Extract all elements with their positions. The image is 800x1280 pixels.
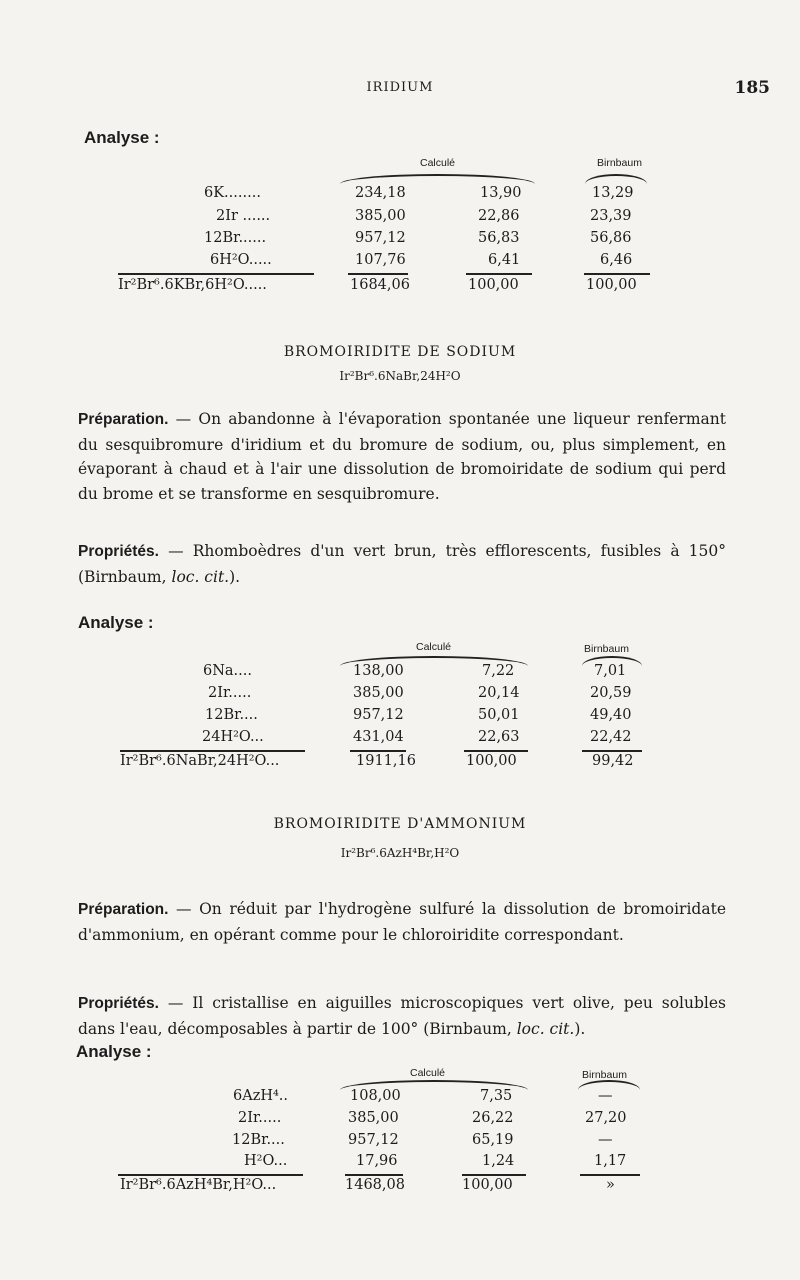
total-birnbaum: 99,42 <box>592 753 634 769</box>
calc-abs: 234,18 <box>355 185 406 201</box>
section-title-ammonium: BROMOIRIDITE D'AMMONIUM <box>273 816 527 832</box>
calc-pct: 65,19 <box>472 1132 514 1148</box>
preparation-text: — On réduit par l'hydrogène sulfuré la dissolution de bromoiridate d'ammonium, en opérant comme pour le chloroiridite correspondant. <box>78 900 726 944</box>
total-calc-abs: 1468,08 <box>345 1177 405 1193</box>
total-rule <box>118 273 314 275</box>
row-label: 12Br.... <box>232 1132 285 1148</box>
row-label: 6K........ <box>204 185 261 201</box>
calc-abs: 17,96 <box>356 1153 398 1169</box>
birnbaum-value: 49,40 <box>590 707 632 723</box>
calc-abs: 385,00 <box>353 685 404 701</box>
calc-pct: 1,24 <box>482 1153 515 1169</box>
row-label: 2Ir..... <box>238 1110 282 1126</box>
total-rule <box>350 750 406 752</box>
birnbaum-value: — <box>598 1088 613 1104</box>
analyse-label-2: Analyse : <box>78 613 154 632</box>
preparation-text: — On abandonne à l'évaporation spontanée une liqueur renfermant du sesquibromure d'iridium et du bromure de sodium, ou, plus simplement, en évaporant à chaud et à l'air une dissolution de bromoiridate de sodium qui perd du brome et se transforme en sesquibromure. <box>78 410 726 503</box>
birnbaum-value: 22,42 <box>590 729 632 745</box>
birnbaum-value: 13,29 <box>592 185 634 201</box>
total-rule <box>582 750 642 752</box>
proprietes-end: ). <box>574 1019 586 1038</box>
reference: loc. cit. <box>171 567 230 586</box>
preparation-label: Préparation. <box>78 901 169 918</box>
total-calc-abs: 1684,06 <box>350 277 410 293</box>
calc-pct: 20,14 <box>478 685 520 701</box>
formula-ammonium: Ir²Br⁶.6AzH⁴Br,H²O <box>340 846 460 860</box>
calc-pct: 22,63 <box>478 729 520 745</box>
running-title: IRIDIUM <box>366 80 434 95</box>
calc-abs: 431,04 <box>353 729 404 745</box>
calc-abs: 385,00 <box>355 208 406 224</box>
header-calcule: Calculé <box>420 157 456 169</box>
calc-pct: 56,83 <box>478 230 520 246</box>
row-label: 6AzH⁴.. <box>233 1088 289 1104</box>
proprietes-label: Propriétés. <box>78 995 159 1012</box>
calc-pct: 50,01 <box>478 707 520 723</box>
total-birnbaum: » <box>606 1177 615 1193</box>
calc-abs: 138,00 <box>353 663 404 679</box>
total-rule <box>580 1174 640 1176</box>
total-rule <box>466 273 532 275</box>
preparation-paragraph-ammonium <box>78 897 726 947</box>
birnbaum-brace <box>585 174 647 184</box>
total-calc-pct: 100,00 <box>462 1177 513 1193</box>
total-label: Ir²Br⁶.6AzH⁴Br,H²O... <box>120 1177 277 1193</box>
total-calc-abs: 1911,16 <box>356 753 416 769</box>
header-birnbaum: Birnbaum <box>597 157 642 169</box>
section-title-sodium: BROMOIRIDITE DE SODIUM <box>283 344 517 360</box>
row-label: 6Na.... <box>203 663 252 679</box>
row-label: 2Ir..... <box>208 685 252 701</box>
birnbaum-value: 27,20 <box>585 1110 627 1126</box>
calc-pct: 6,41 <box>488 252 521 268</box>
reference: loc. cit. <box>516 1019 575 1038</box>
calc-pct: 7,22 <box>482 663 515 679</box>
total-rule <box>462 1174 526 1176</box>
total-calc-pct: 100,00 <box>468 277 519 293</box>
page-number: 185 <box>734 78 770 98</box>
proprietes-paragraph-ammonium <box>78 991 726 1041</box>
proprietes-label: Propriétés. <box>78 543 159 560</box>
page-header <box>0 76 800 100</box>
birnbaum-value: 6,46 <box>600 252 633 268</box>
proprietes-text: — Rhomboèdres d'un vert brun, très efflorescents, fusibles à 150° (Birnbaum, <box>78 542 726 586</box>
birnbaum-value: 7,01 <box>594 663 627 679</box>
calc-abs: 107,76 <box>355 252 406 268</box>
total-label: Ir²Br⁶.6NaBr,24H²O... <box>120 753 280 769</box>
total-rule <box>584 273 650 275</box>
header-calcule: Calculé <box>416 641 452 653</box>
total-label: Ir²Br⁶.6KBr,6H²O..... <box>118 277 267 293</box>
calc-abs: 957,12 <box>353 707 404 723</box>
analyse-label-1: Analyse : <box>84 128 160 147</box>
row-label: 12Br.... <box>205 707 258 723</box>
preparation-paragraph-sodium <box>78 407 726 506</box>
calc-pct: 26,22 <box>472 1110 514 1126</box>
birnbaum-value: 23,39 <box>590 208 632 224</box>
total-rule <box>118 1174 303 1176</box>
formula-sodium: Ir²Br⁶.6NaBr,24H²O <box>339 369 461 383</box>
total-rule <box>348 273 408 275</box>
birnbaum-value: 1,17 <box>594 1153 627 1169</box>
calc-abs: 957,12 <box>355 230 406 246</box>
proprietes-paragraph-sodium <box>78 539 726 589</box>
row-label: 24H²O... <box>202 729 264 745</box>
total-rule <box>120 750 305 752</box>
total-calc-pct: 100,00 <box>466 753 517 769</box>
header-birnbaum: Birnbaum <box>584 643 629 655</box>
header-birnbaum: Birnbaum <box>582 1069 627 1081</box>
total-rule <box>345 1174 403 1176</box>
row-label: 2Ir ...... <box>216 208 271 224</box>
calc-abs: 108,00 <box>350 1088 401 1104</box>
birnbaum-value: 20,59 <box>590 685 632 701</box>
calc-abs: 957,12 <box>348 1132 399 1148</box>
row-label: 12Br...... <box>204 230 267 246</box>
header-calcule: Calculé <box>410 1067 446 1079</box>
birnbaum-value: — <box>598 1132 613 1148</box>
total-birnbaum: 100,00 <box>586 277 637 293</box>
total-rule <box>464 750 528 752</box>
row-label: 6H²O..... <box>210 252 272 268</box>
calc-pct: 22,86 <box>478 208 520 224</box>
calc-abs: 385,00 <box>348 1110 399 1126</box>
row-label: H²O... <box>244 1153 288 1169</box>
analyse-label-3: Analyse : <box>76 1042 152 1061</box>
calcule-brace <box>340 174 535 184</box>
birnbaum-value: 56,86 <box>590 230 632 246</box>
proprietes-text: — Il cristallise en aiguilles microscopiques vert olive, peu solubles dans l'eau, décomposables à partir de 100° (Birnbaum, <box>78 994 726 1038</box>
preparation-label: Préparation. <box>78 411 169 428</box>
calc-pct: 7,35 <box>480 1088 513 1104</box>
calc-pct: 13,90 <box>480 185 522 201</box>
proprietes-end: ). <box>229 567 241 586</box>
